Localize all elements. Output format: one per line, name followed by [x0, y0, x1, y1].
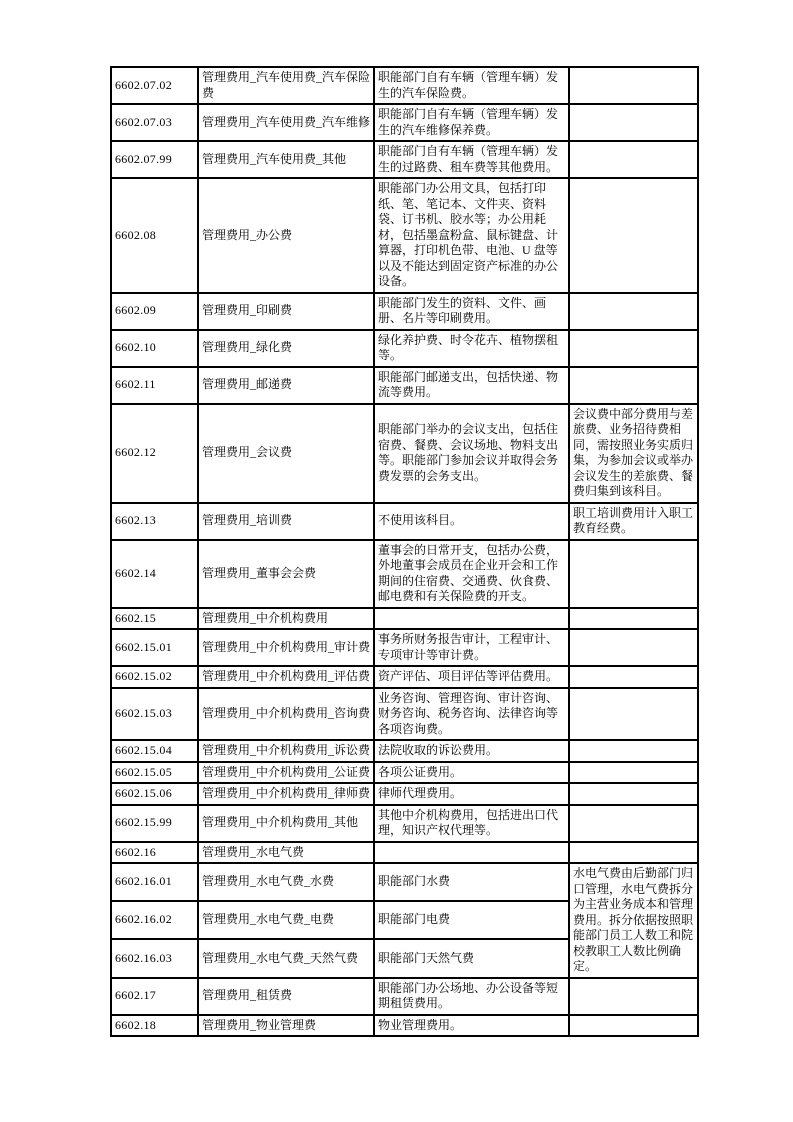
table-row [111, 608, 698, 630]
description-cell: 业务咨询、管理咨询、审计咨询、财务咨询、税务咨询、法律咨询等各项咨询费。 [374, 688, 569, 741]
note-cell [569, 367, 698, 404]
account-name-cell: 管理费用_培训费 [198, 503, 374, 540]
note-cell [569, 293, 698, 330]
account-code-cell: 6602.15 [111, 608, 198, 630]
note-cell [569, 842, 698, 864]
account-code-cell: 6602.15.06 [111, 783, 198, 805]
table-row [111, 783, 698, 805]
table-row [111, 104, 698, 141]
description-cell: 职能部门发生的资料、文件、画册、名片等印刷费用。 [374, 293, 569, 330]
table-row [111, 629, 698, 666]
account-code-cell: 6602.16.03 [111, 939, 198, 977]
note-cell [569, 762, 698, 784]
description-cell: 职能部门邮递支出，包括快递、物流等费用。 [374, 367, 569, 404]
account-name-cell: 管理费用_汽车使用费_其他 [198, 141, 374, 178]
account-code-cell: 6602.13 [111, 503, 198, 540]
description-cell: 职能部门举办的会议支出，包括住宿费、餐费、会议场地、物料支出等。职能部门参加会议并取得会务费发票的会务支出。 [374, 404, 569, 503]
account-code-cell: 6602.11 [111, 367, 198, 404]
account-name-cell: 管理费用_中介机构费用_其他 [198, 805, 374, 842]
note-cell: 会议费中部分费用与差旅费、业务招待费相同，需按照业务实质归集，为参加会议或举办会议发生的差旅费、餐费归集到该科目。 [569, 404, 698, 503]
expense-account-table [110, 66, 699, 1037]
description-cell: 职能部门办公场地、办公设备等短期租赁费用。 [374, 978, 569, 1015]
table-row [111, 762, 698, 784]
account-code-cell: 6602.07.03 [111, 104, 198, 141]
account-name-cell: 管理费用_办公费 [198, 178, 374, 293]
table-row [111, 805, 698, 842]
description-cell: 职能部门水费 [374, 863, 569, 901]
account-name-cell: 管理费用_董事会会费 [198, 540, 374, 608]
account-code-cell: 6602.15.04 [111, 740, 198, 762]
note-cell: 水电气费由后勤部门归口管理，水电气费拆分为主营业务成本和管理费用。拆分依据按照职能部门员工人数工和院校教职工人数比例确定。 [569, 863, 698, 978]
table-row [111, 540, 698, 608]
note-cell [569, 978, 698, 1015]
table-row [111, 842, 698, 864]
description-cell: 职能部门办公用文具，包括打印纸、笔、笔记本、文件夹、资料袋、订书机、胶水等；办公用耗材，包括墨盒粉盒、鼠标键盘、计算器，打印机色带、电池、U 盘等以及不能达到固定资产标准的办公设备。 [374, 178, 569, 293]
account-code-cell: 6602.14 [111, 540, 198, 608]
account-name-cell: 管理费用_中介机构费用_诉讼费 [198, 740, 374, 762]
note-cell [569, 1015, 698, 1037]
table-row [111, 1015, 698, 1037]
account-code-cell: 6602.09 [111, 293, 198, 330]
note-cell [569, 178, 698, 293]
description-cell: 绿化养护费、时令花卉、植物摆租等。 [374, 330, 569, 367]
account-code-cell: 6602.08 [111, 178, 198, 293]
account-name-cell: 管理费用_会议费 [198, 404, 374, 503]
account-name-cell: 管理费用_中介机构费用_公证费 [198, 762, 374, 784]
table-row [111, 367, 698, 404]
account-code-cell: 6602.16.01 [111, 863, 198, 901]
note-cell [569, 540, 698, 608]
table-row [111, 293, 698, 330]
account-code-cell: 6602.17 [111, 978, 198, 1015]
description-cell: 其他中介机构费用，包括进出口代理，知识产权代理等。 [374, 805, 569, 842]
account-name-cell: 管理费用_水电气费_水费 [198, 863, 374, 901]
expense-table-body [111, 67, 698, 1036]
account-name-cell: 管理费用_中介机构费用_评估费 [198, 666, 374, 688]
note-cell [569, 783, 698, 805]
account-name-cell: 管理费用_中介机构费用_律师费 [198, 783, 374, 805]
account-name-cell: 管理费用_中介机构费用_审计费 [198, 629, 374, 666]
description-cell: 董事会的日常开支，包括办公费，外地董事会成员在企业开会和工作期间的住宿费、交通费、伙食费、邮电费和有关保险费的开支。 [374, 540, 569, 608]
note-cell [569, 104, 698, 141]
table-row [111, 740, 698, 762]
account-name-cell: 管理费用_水电气费 [198, 842, 374, 864]
description-cell: 法院收取的诉讼费用。 [374, 740, 569, 762]
account-code-cell: 6602.15.01 [111, 629, 198, 666]
account-code-cell: 6602.07.02 [111, 67, 198, 104]
note-cell [569, 67, 698, 104]
note-cell [569, 330, 698, 367]
description-cell: 事务所财务报告审计，工程审计、专项审计等审计费。 [374, 629, 569, 666]
table-row [111, 404, 698, 503]
account-name-cell: 管理费用_租赁费 [198, 978, 374, 1015]
note-cell: 职工培训费用计入职工教育经费。 [569, 503, 698, 540]
description-cell: 职能部门自有车辆（管理车辆）发生的汽车维修保养费。 [374, 104, 569, 141]
description-cell: 资产评估、项目评估等评估费用。 [374, 666, 569, 688]
table-row [111, 688, 698, 741]
account-code-cell: 6602.15.02 [111, 666, 198, 688]
table-row [111, 978, 698, 1015]
description-cell: 各项公证费用。 [374, 762, 569, 784]
account-code-cell: 6602.15.03 [111, 688, 198, 741]
description-cell: 职能部门电费 [374, 901, 569, 939]
note-cell [569, 688, 698, 741]
note-cell [569, 608, 698, 630]
table-row [111, 503, 698, 540]
description-cell: 不使用该科目。 [374, 503, 569, 540]
account-code-cell: 6602.18 [111, 1015, 198, 1037]
description-cell: 职能部门自有车辆（管理车辆）发生的汽车保险费。 [374, 67, 569, 104]
account-name-cell: 管理费用_中介机构费用_咨询费 [198, 688, 374, 741]
description-cell: 物业管理费用。 [374, 1015, 569, 1037]
note-cell [569, 740, 698, 762]
note-cell [569, 141, 698, 178]
account-code-cell: 6602.10 [111, 330, 198, 367]
description-cell: 律师代理费用。 [374, 783, 569, 805]
table-row [111, 863, 698, 901]
table-row [111, 666, 698, 688]
description-cell: 职能部门天然气费 [374, 939, 569, 977]
table-row [111, 67, 698, 104]
account-name-cell: 管理费用_水电气费_电费 [198, 901, 374, 939]
account-name-cell: 管理费用_物业管理费 [198, 1015, 374, 1037]
account-code-cell: 6602.15.99 [111, 805, 198, 842]
account-name-cell: 管理费用_印刷费 [198, 293, 374, 330]
account-name-cell: 管理费用_水电气费_天然气费 [198, 939, 374, 977]
table-row [111, 178, 698, 293]
account-code-cell: 6602.16 [111, 842, 198, 864]
account-code-cell: 6602.16.02 [111, 901, 198, 939]
account-name-cell: 管理费用_汽车使用费_汽车维修 [198, 104, 374, 141]
account-code-cell: 6602.07.99 [111, 141, 198, 178]
account-name-cell: 管理费用_中介机构费用 [198, 608, 374, 630]
note-cell [569, 666, 698, 688]
account-code-cell: 6602.12 [111, 404, 198, 503]
account-name-cell: 管理费用_汽车使用费_汽车保险费 [198, 67, 374, 104]
description-cell: 职能部门自有车辆（管理车辆）发生的过路费、租车费等其他费用。 [374, 141, 569, 178]
account-name-cell: 管理费用_邮递费 [198, 367, 374, 404]
note-cell [569, 629, 698, 666]
account-name-cell: 管理费用_绿化费 [198, 330, 374, 367]
description-cell [374, 608, 569, 630]
table-row [111, 141, 698, 178]
note-cell [569, 805, 698, 842]
table-row [111, 330, 698, 367]
account-code-cell: 6602.15.05 [111, 762, 198, 784]
description-cell [374, 842, 569, 864]
